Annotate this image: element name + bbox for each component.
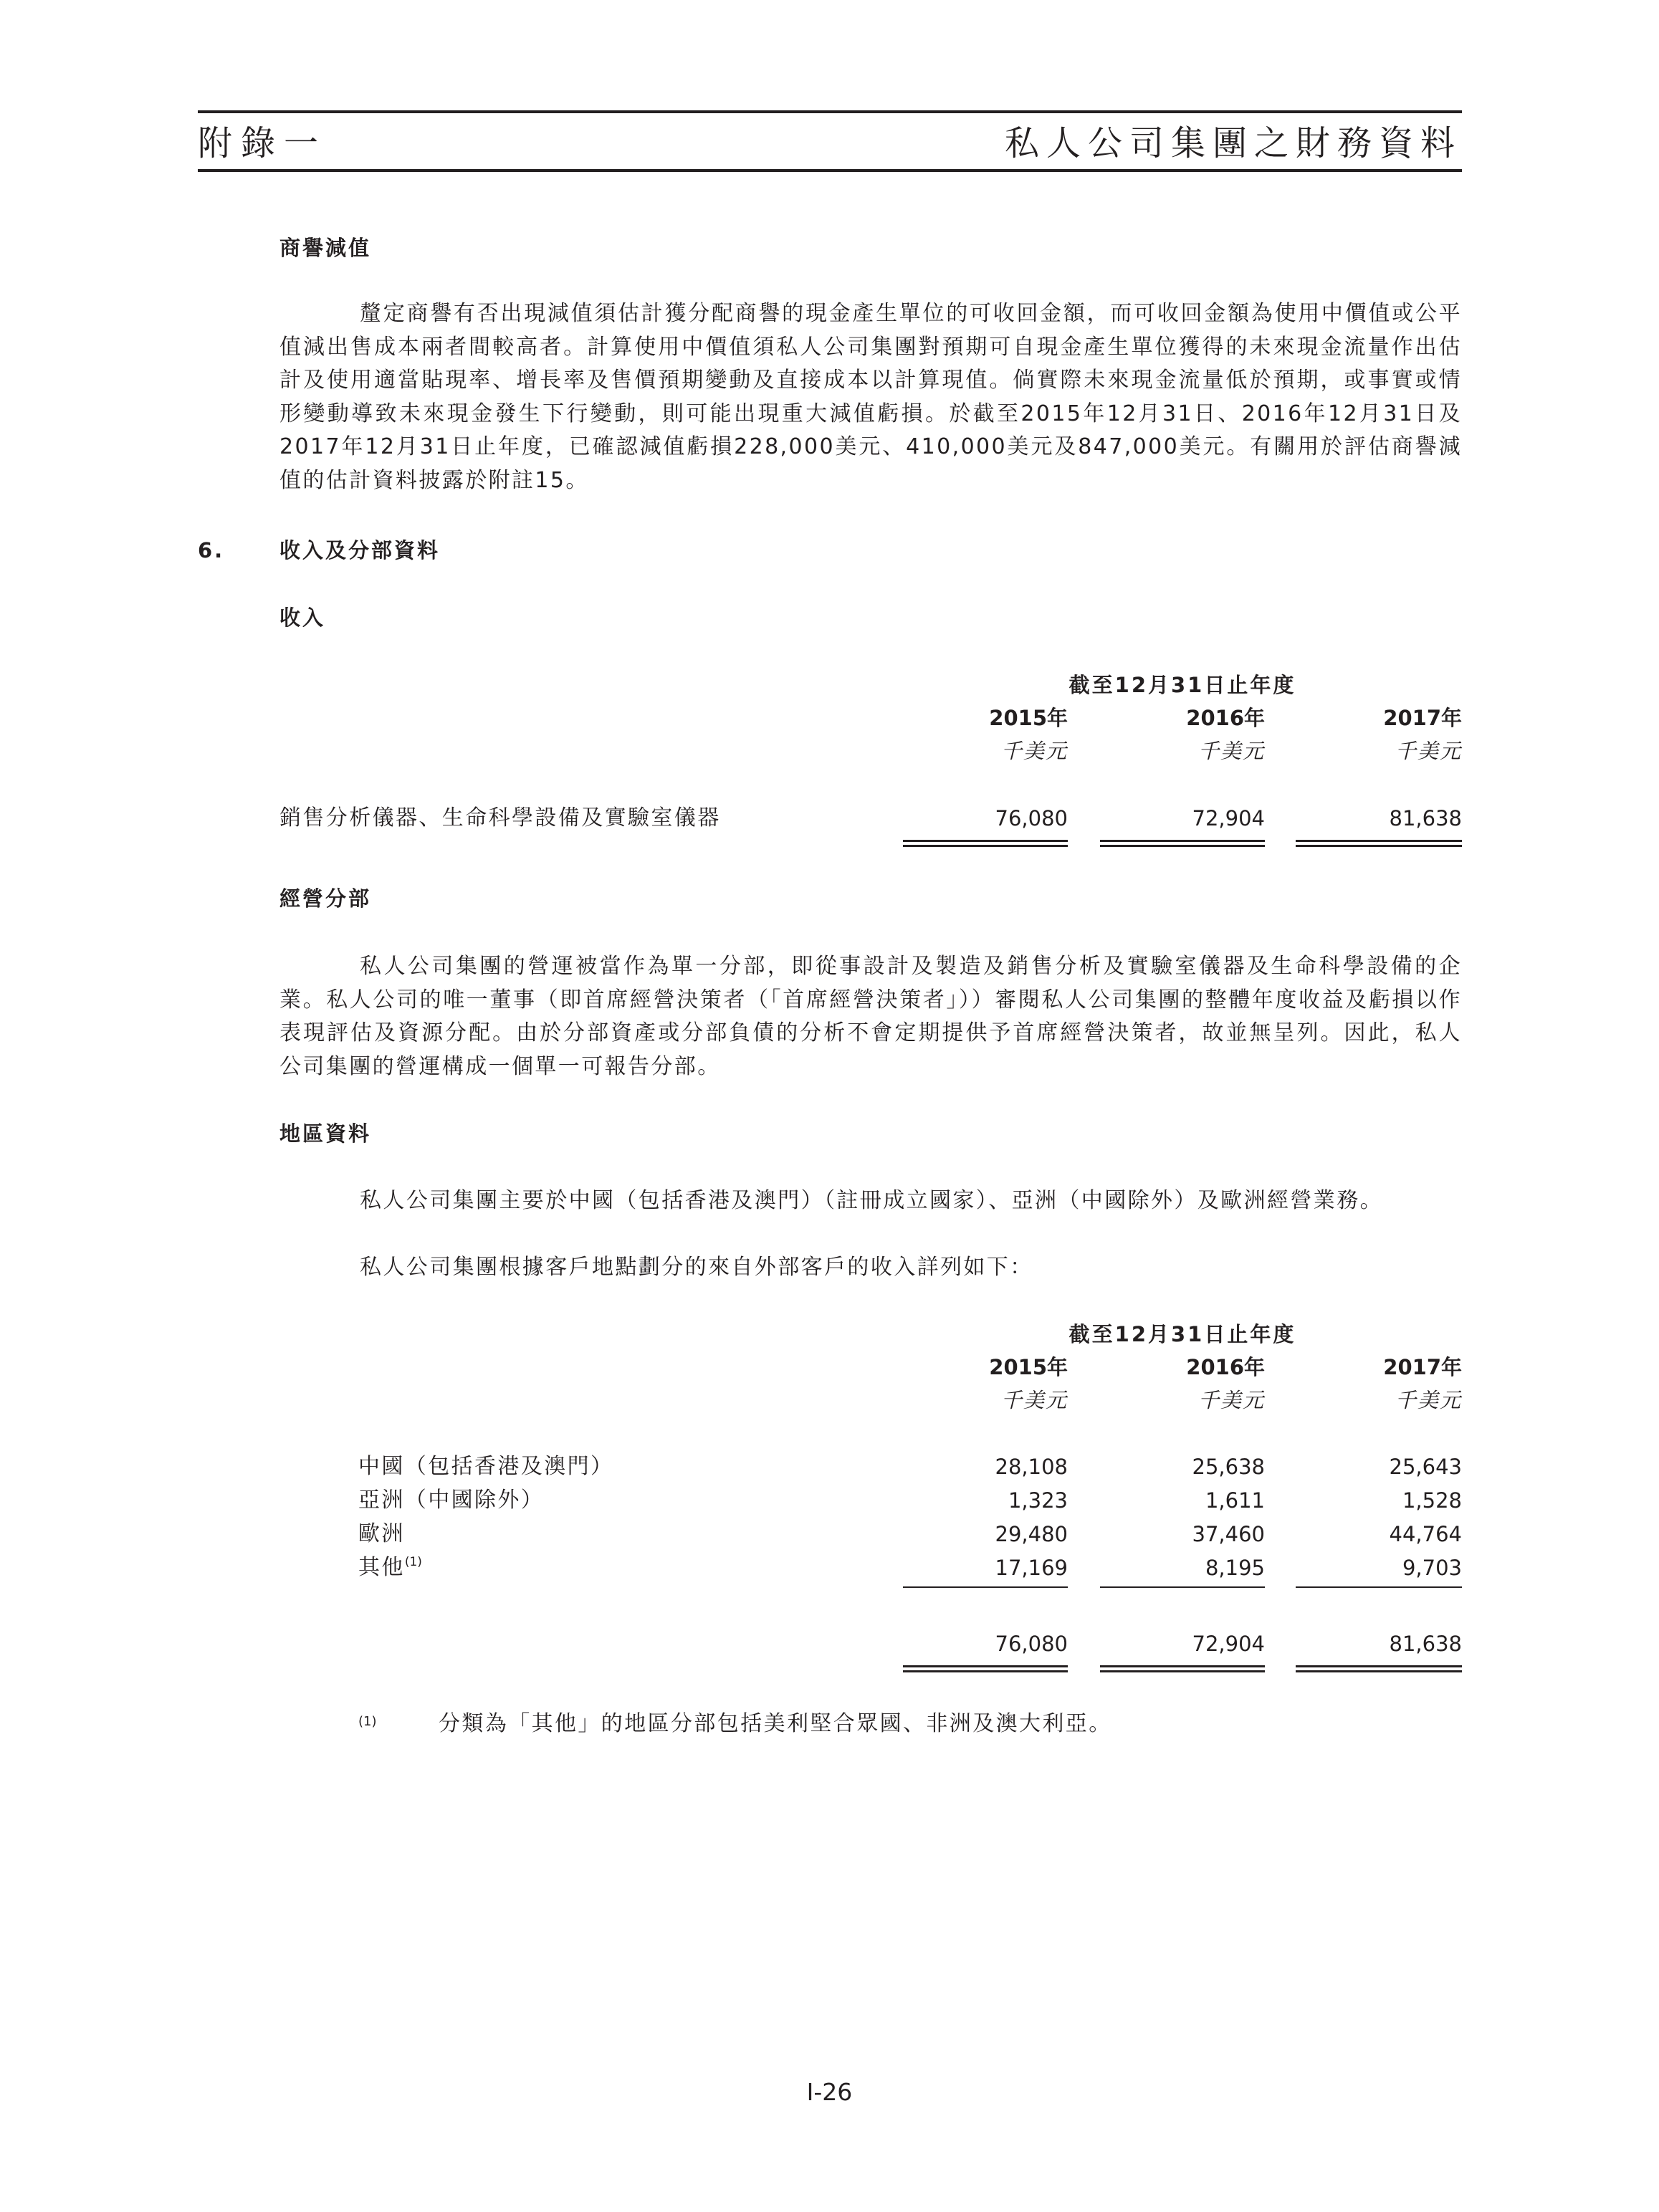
geo-subtotal-rule-2017 <box>1296 1586 1462 1588</box>
revenue-row-2017: 81,638 <box>1389 806 1462 830</box>
revenue-unit-2016: 千美元 <box>1197 739 1265 763</box>
geo-heading: 地區資料 <box>279 1121 372 1146</box>
geo-row-value: 1,528 <box>1402 1488 1462 1513</box>
geo-col-2017: 2017年 <box>1383 1355 1462 1379</box>
revenue-unit-2015: 千美元 <box>1000 739 1068 763</box>
revenue-total-double-rule-2015 <box>903 840 1068 847</box>
footnote-mark: (1) <box>358 1714 377 1729</box>
geo-row-value: 17,169 <box>995 1556 1068 1580</box>
geo-row-label: 亞洲（中國除外） <box>358 1488 545 1513</box>
geo-subtotal-rule-2015 <box>903 1586 1068 1588</box>
geo-row-value: 25,638 <box>1192 1455 1265 1479</box>
geo-subtotal-rule-2016 <box>1100 1586 1265 1588</box>
segment-paragraph-text: 私人公司集團的營運被當作為單一分部，即從事設計及製造及銷售分析及實驗室儀器及生命科學設備的企業。私人公司的唯一董事（即首席經營決策者（「首席經營決策者」））審閱私人公司集團的整體年度收益及虧損以作表現評估及資源分配。由於分部資產或分部負債的分析不會定期提供予首席經營決策者，故並無呈列。因此，私人公司集團的營運構成一個單一可報告分部。 <box>279 954 1462 1079</box>
geo-row-value: 1,323 <box>1008 1488 1068 1513</box>
geo-unit-2015: 千美元 <box>1000 1388 1068 1412</box>
geo-total-double-rule-2017 <box>1296 1665 1462 1672</box>
revenue-heading: 收入 <box>279 605 326 630</box>
footnote-ref: (1) <box>404 1555 422 1569</box>
revenue-total-double-rule-2017 <box>1296 840 1462 847</box>
geo-row-value: 1,611 <box>1205 1488 1265 1513</box>
goodwill-paragraph-text: 釐定商譽有否出現減值須估計獲分配商譽的現金產生單位的可收回金額，而可收回金額為使用中價值或公平值減出售成本兩者間較高者。計算使用中價值須私人公司集團對預期可自現金產生單位獲得的未來現金流量作出估計及使用適當貼現率、增長率及售價預期變動及直接成本以計算現值。倘實際未來現金流量低於預期，或事實或情形變動導致未來現金發生下行變動，則可能出現重大減值虧損。於截至2015年12月31日、2016年12月31日及2017年12月31日止年度，已確認減值虧損228,000美元、410,000美元及847,000美元。有關用於評估商譽減值的估計資料披露於附註15。 <box>279 301 1462 493</box>
geo-row-value: 9,703 <box>1402 1556 1462 1580</box>
footnote-text: 分類為「其他」的地區分部包括美利堅合眾國、非洲及澳大利亞。 <box>439 1711 1112 1736</box>
revenue-col-2015: 2015年 <box>989 706 1068 730</box>
segment-heading: 經營分部 <box>279 886 372 911</box>
geo-row-value: 37,460 <box>1192 1522 1265 1546</box>
geo-row-label <box>358 1553 422 1582</box>
geo-total-2015: 76,080 <box>995 1632 1068 1656</box>
header-section-title: 私人公司集團之財務資料 <box>1004 123 1462 163</box>
geo-total-double-rule-2015 <box>903 1665 1068 1672</box>
revenue-col-2016: 2016年 <box>1186 706 1265 730</box>
revenue-col-2017: 2017年 <box>1383 706 1462 730</box>
geo-row-value: 44,764 <box>1389 1522 1462 1546</box>
goodwill-paragraph <box>279 297 1462 498</box>
geo-row-value: 8,195 <box>1205 1556 1265 1580</box>
header-top-rule <box>198 110 1462 113</box>
revenue-row-2015: 76,080 <box>995 806 1068 830</box>
revenue-table-span-header: 截至12月31日止年度 <box>1068 673 1296 697</box>
geo-col-2016: 2016年 <box>1186 1355 1265 1379</box>
geo-row-value: 25,643 <box>1389 1455 1462 1479</box>
revenue-row-2016: 72,904 <box>1192 806 1265 830</box>
geo-intro-line: 私人公司集團主要於中國（包括香港及澳門）（註冊成立國家）、亞洲（中國除外）及歐洲經營業務。 <box>360 1188 1383 1213</box>
geo-total-2016: 72,904 <box>1192 1632 1265 1656</box>
geo-row-label-text: 其他 <box>358 1555 405 1580</box>
revenue-row-label: 銷售分析儀器、生命科學設備及實驗室儀器 <box>279 805 721 830</box>
geo-col-2015: 2015年 <box>989 1355 1068 1379</box>
segment-paragraph <box>279 950 1462 1083</box>
geo-unit-2016: 千美元 <box>1197 1388 1265 1412</box>
geo-detail-line: 私人公司集團根據客戶地點劃分的來自外部客戶的收入詳列如下： <box>360 1255 1033 1280</box>
section-title: 收入及分部資料 <box>279 538 441 562</box>
geo-total-2017: 81,638 <box>1389 1632 1462 1656</box>
geo-total-double-rule-2016 <box>1100 1665 1265 1672</box>
revenue-unit-2017: 千美元 <box>1395 739 1462 763</box>
geo-row-value: 28,108 <box>995 1455 1068 1479</box>
geo-table-span-header: 截至12月31日止年度 <box>1068 1322 1296 1346</box>
goodwill-heading: 商譽減值 <box>279 236 372 260</box>
geo-unit-2017: 千美元 <box>1395 1388 1462 1412</box>
geo-row-label: 中國（包括香港及澳門） <box>358 1454 614 1479</box>
section-number: 6. <box>198 538 225 562</box>
header-appendix-title: 附錄一 <box>198 123 328 163</box>
page-number: I-26 <box>806 2078 853 2106</box>
header-bottom-rule <box>198 169 1462 172</box>
geo-row-label: 歐洲 <box>358 1521 405 1546</box>
geo-row-value: 29,480 <box>995 1522 1068 1546</box>
revenue-total-double-rule-2016 <box>1100 840 1265 847</box>
